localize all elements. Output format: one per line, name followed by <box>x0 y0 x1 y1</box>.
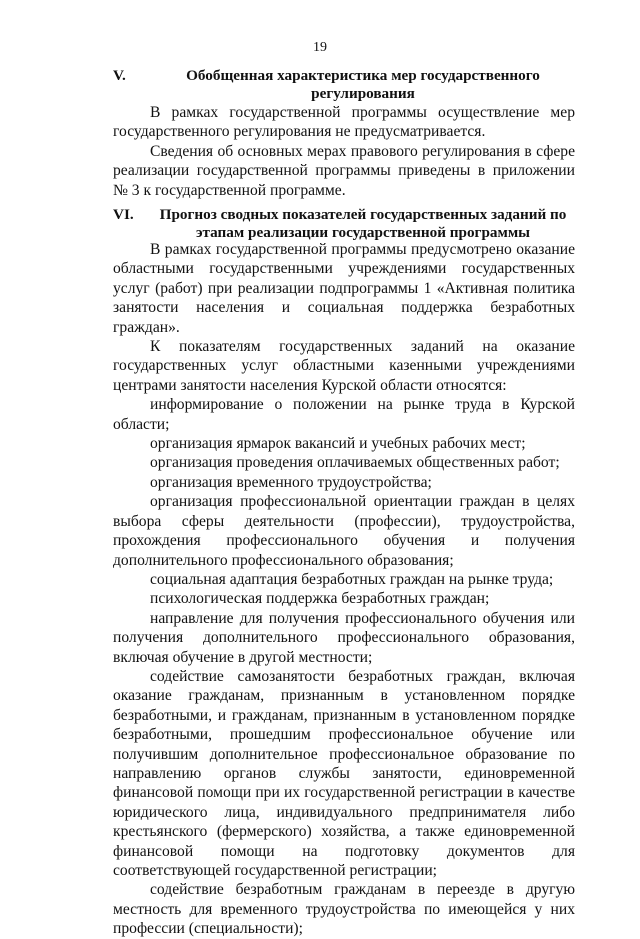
section-6-body <box>113 240 575 939</box>
paragraph: В рамках государственной программы предусмотрено оказание областными государственными учреждениями государственных услуг (работ) при реализации подпрограммы 1 «Активная политика занятости населения и социальная поддержка безработных граждан». <box>113 241 575 336</box>
section-5-heading <box>113 67 573 103</box>
list-item: содействие безработным гражданам в переезде в другую местность для временного трудоустройства по имеющейся у них профессии (специальности); <box>113 881 575 938</box>
list-item: психологическая поддержка безработных граждан; <box>150 590 490 608</box>
section-6-number: VI. <box>113 206 134 223</box>
section-5-number: V. <box>113 67 126 84</box>
page-number: 19 <box>313 40 327 55</box>
list-item: организация профессиональной ориентации граждан в целях выбора сферы деятельности (профессии), трудоустройства, прохождения профессионального обучения и получения дополнительного профессионального образования; <box>113 493 575 569</box>
list-item: содействие самозанятости безработных граждан, включая оказание гражданам, признанным в установленном порядке безработными, и гражданам, признанным в установленном порядке безработными, прошедшим профессиональное обучение или получившим дополнительное профессиональное образование по направлению органов службы занятости, единовременной финансовой помощи при их государственной регистрации в качестве юридического лица, индивидуального предпринимателя либо крестьянского (фермерского) хозяйства, а также единовременной финансовой помощи на подготовку документов для соответствующей государственной регистрации; <box>113 667 575 879</box>
section-6-title: Прогноз сводных показателей государственных заданий по этапам реализации государственной программы <box>159 206 567 241</box>
list-item: организация ярмарок вакансий и учебных рабочих мест; <box>150 435 526 453</box>
list-item: информирование о положении на рынке труда в Курской области; <box>113 396 575 433</box>
paragraph: Сведения об основных мерах правового регулирования в сфере реализации государственной программы приведены в приложении № 3 к государственной программе. <box>113 142 575 199</box>
paragraph: К показателям государственных заданий на оказание государственных услуг областными казенными учреждениями центрами занятости населения Курской области относятся: <box>113 338 575 394</box>
section-5-title: Обобщенная характеристика мер государственного регулирования <box>186 67 540 102</box>
list-item: организация временного трудоустройства; <box>150 473 432 491</box>
list-item: организация проведения оплачиваемых общественных работ; <box>150 454 560 472</box>
paragraph: В рамках государственной программы осуществление мер государственного регулирования не предусматривается. <box>113 104 575 141</box>
list-item: направление для получения профессионального обучения или получения дополнительного профессионального образования, включая обучение в другой местности; <box>113 609 575 666</box>
section-5-body <box>113 103 575 200</box>
list-item: социальная адаптация безработных граждан на рынке труда; <box>150 570 554 588</box>
section-6-heading <box>113 206 573 242</box>
